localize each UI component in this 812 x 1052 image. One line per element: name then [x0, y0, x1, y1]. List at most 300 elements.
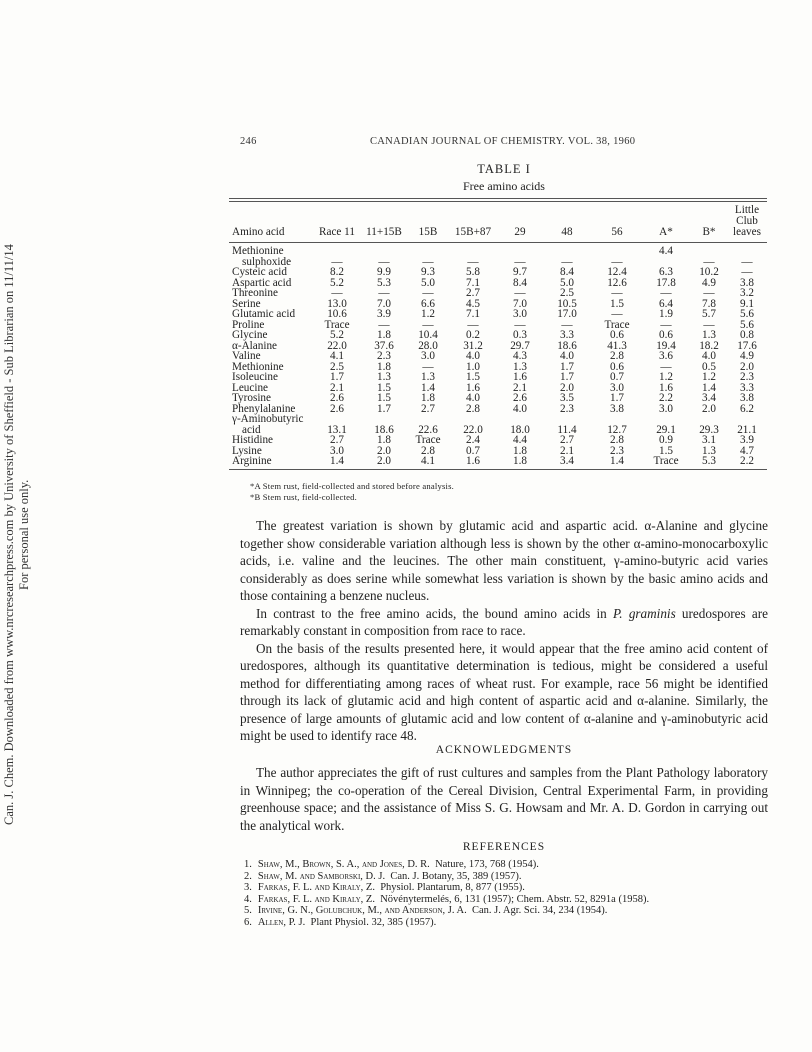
table-cell: [642, 414, 690, 425]
amino-acid-name: Tyrosine: [232, 392, 271, 404]
table-cell: 6.3: [659, 266, 673, 278]
table-cell: 10.4: [418, 329, 438, 341]
amino-acid-name: Phenylalanine: [232, 402, 296, 415]
table-cell: 1.2: [421, 308, 435, 320]
table-cell: 0.6: [610, 360, 624, 373]
table-cell: 3.2: [740, 287, 754, 299]
reference-authors: Allen, P. J.: [257, 916, 306, 928]
table-cell: 1.8: [513, 444, 527, 457]
table-cell: [690, 246, 728, 257]
paragraph-bound-amino-acids: [240, 605, 768, 640]
table-cell: —: [331, 255, 343, 268]
table-cell: [448, 246, 498, 257]
table-cell: 18.0: [510, 423, 530, 436]
table-cell: 3.3: [560, 329, 574, 341]
table-cell: 0.9: [659, 434, 673, 446]
table-cell: 17.8: [656, 276, 676, 289]
amino-acid-name: Arginine: [232, 455, 272, 467]
table-cell: [314, 414, 360, 425]
table-cell: 5.6: [740, 318, 754, 331]
table-cell: 4.9: [740, 350, 754, 362]
amino-acid-name: Proline: [232, 318, 265, 331]
table-cell: 1.4: [610, 455, 624, 467]
table-top-rule-2: [229, 201, 767, 202]
table-cell: 2.7: [330, 434, 344, 446]
table-cell: Trace: [653, 455, 679, 467]
reference-source: Can. J. Agr. Sci. 34, 234 (1954).: [466, 905, 608, 917]
table-row: [230, 362, 766, 373]
table-cell: 3.0: [610, 381, 624, 394]
table-cell: [592, 246, 642, 257]
table-cell: 4.1: [330, 350, 344, 362]
table-cell: 4.9: [702, 276, 716, 289]
reference-authors: Shaw, M., Brown, S. A., and Jones, D. R.: [257, 859, 430, 870]
table-row: [230, 299, 766, 310]
table-cell: Trace: [324, 318, 350, 331]
table-cell: 0.3: [513, 329, 527, 341]
table-cell: 1.8: [377, 360, 391, 373]
species-name: P. graminis: [612, 605, 676, 621]
table-cell: 4.7: [740, 444, 754, 457]
table-cell: 4.4: [513, 434, 527, 446]
journal-title: CANADIAN JOURNAL OF CHEMISTRY. VOL. 38, 1960: [370, 136, 636, 147]
table-cell: 4.0: [560, 350, 574, 362]
table-cell: —: [514, 318, 526, 331]
table-cell: 1.3: [377, 371, 391, 383]
table-cell: —: [378, 287, 390, 299]
table-cell: 5.0: [560, 276, 574, 289]
table-cell: 6.4: [659, 297, 673, 310]
table-cell: 1.2: [659, 371, 673, 383]
footnote-b: *B Stem rust, field-collected.: [250, 492, 357, 502]
table-cell: [592, 414, 642, 425]
table-cell: 10.6: [327, 308, 347, 320]
table-cell: —: [611, 255, 623, 268]
amino-acid-name: Leucine: [232, 381, 269, 394]
watermark-line-1: Can. J. Chem. Downloaded from www.nrcresearchpress.com by University of Sheffield - Sub Librarian on 11/11/14: [2, 244, 16, 826]
table-cell: 1.8: [377, 329, 391, 341]
table-cell: 1.8: [513, 455, 527, 467]
table-row: [230, 246, 766, 257]
table-cell: —: [741, 255, 753, 268]
table-cell: 2.5: [560, 287, 574, 299]
table-cell: [498, 414, 542, 425]
table-cell: 1.6: [466, 455, 480, 467]
table-cell: 37.6: [374, 339, 394, 352]
column-header: 29: [514, 226, 526, 238]
reference-number: 6.: [244, 916, 252, 928]
table-cell: [360, 246, 408, 257]
table-row: [230, 288, 766, 299]
table-title: TABLE I: [477, 162, 531, 176]
table-cell: 0.7: [610, 371, 624, 383]
table-cell: 3.3: [740, 381, 754, 394]
table-cell: 2.0: [560, 381, 574, 394]
table-cell: 1.4: [330, 455, 344, 467]
reference-item: [244, 871, 649, 883]
table-top-rule: [229, 198, 767, 199]
reference-authors: Farkas, F. L. and Kiraly, Z.: [257, 882, 375, 894]
paragraph-bound-text-a: In contrast to the free amino acids, the bound amino acids in: [256, 605, 613, 621]
reference-number: 1.: [244, 859, 252, 870]
table-cell: 28.0: [418, 339, 438, 352]
table-cell: [542, 246, 592, 257]
table-cell: —: [741, 266, 753, 278]
table-cell: 18.2: [699, 339, 719, 352]
table-row: [230, 278, 766, 289]
column-header: 15B+87: [454, 226, 492, 238]
table-cell: [728, 246, 766, 257]
table-cell: 1.5: [659, 444, 673, 457]
table-cell: 4.0: [466, 392, 480, 404]
results-discussion: [240, 517, 768, 745]
table-cell: Trace: [604, 318, 630, 331]
table-row: [230, 309, 766, 320]
table-cell: 17.6: [737, 339, 757, 352]
table-cell: 2.4: [466, 434, 480, 446]
table-cell: 3.0: [659, 402, 673, 415]
references-list: [244, 859, 649, 929]
table-cell: 11.4: [557, 423, 577, 436]
table-cell: 2.7: [421, 402, 435, 415]
table-cell: 3.9: [740, 434, 754, 446]
table-cell: 2.3: [740, 371, 754, 383]
table-cell: 22.0: [327, 339, 347, 352]
amino-acid-name: Aspartic acid: [232, 276, 292, 289]
amino-acid-name: acid: [242, 423, 261, 436]
table-cell: 1.3: [513, 360, 527, 373]
table-row: [230, 414, 766, 425]
table-cell: 9.1: [740, 297, 754, 310]
table-cell: [728, 414, 766, 425]
table-cell: [408, 414, 448, 425]
amino-acid-name: Methionine: [232, 360, 284, 373]
table-cell: 18.6: [557, 339, 577, 352]
amino-acid-name: Cysteic acid: [232, 266, 287, 278]
table-cell: 4.5: [466, 297, 480, 310]
table-cell: 2.3: [560, 402, 574, 415]
amino-acid-name: Threonine: [232, 287, 278, 299]
table-cell: 12.6: [607, 276, 627, 289]
reference-item: [244, 859, 649, 871]
table-row: [230, 393, 766, 404]
table-cell: 1.5: [466, 371, 480, 383]
watermark-line-2: For personal use only.: [17, 479, 31, 591]
table-cell: 2.7: [560, 434, 574, 446]
table-row: [230, 446, 766, 457]
table-cell: —: [703, 318, 715, 331]
reference-authors: Farkas, F. L. and Kiraly, Z.: [257, 893, 375, 905]
table-cell: 8.4: [560, 266, 574, 278]
table-cell: 2.1: [560, 444, 574, 457]
table-cell: 1.8: [421, 392, 435, 404]
table-cell: 4.1: [421, 455, 435, 467]
table-cell: 3.0: [513, 308, 527, 320]
table-row: [230, 351, 766, 362]
table-cell: 1.9: [659, 308, 673, 320]
table-cell: 0.8: [740, 329, 754, 341]
table-cell: 2.5: [330, 360, 344, 373]
table-cell: 13.0: [327, 297, 347, 310]
table-cell: 3.1: [702, 434, 716, 446]
table-cell: 4.0: [466, 350, 480, 362]
table-cell: —: [514, 255, 526, 268]
paragraph-bound-text-b: uredospores are remarkably constant in composition from race to race.: [240, 605, 768, 638]
table-cell: 0.2: [466, 329, 480, 341]
table-cell: 3.4: [702, 392, 716, 404]
table-cell: 7.8: [702, 297, 716, 310]
page-number: 246: [240, 136, 257, 147]
reference-number: 2.: [244, 870, 252, 882]
table-cell: 1.2: [702, 371, 716, 383]
reference-source: Nature, 173, 768 (1954).: [429, 859, 539, 870]
table-cell: —: [660, 287, 672, 299]
table-cell: 5.2: [330, 329, 344, 341]
table-cell: 2.6: [513, 392, 527, 404]
reference-authors: Irvine, G. N., Golubchuk, M., and Anderson, J. A.: [257, 905, 467, 917]
table-cell: 22.0: [463, 423, 483, 436]
table-cell: 29.7: [510, 339, 530, 352]
table-cell: 5.3: [702, 455, 716, 467]
table-cell: 1.6: [513, 371, 527, 383]
table-cell: [408, 246, 448, 257]
amino-acid-name: Glutamic acid: [232, 308, 296, 320]
table-row: [230, 425, 766, 436]
table-footnotes: [250, 481, 454, 503]
table-cell: 1.4: [421, 381, 435, 394]
amino-acid-name: Lysine: [232, 444, 262, 457]
table-row: [230, 383, 766, 394]
table-cell: 9.7: [513, 266, 527, 278]
column-header: Race 11: [319, 226, 355, 238]
amino-acid-name: sulphoxide: [242, 255, 292, 268]
table-cell: 7.1: [466, 308, 480, 320]
table-cell: 5.7: [702, 308, 716, 320]
table-cell: 1.5: [377, 392, 391, 404]
table-cell: 18.6: [374, 423, 394, 436]
acknowledgments-text: The author appreciates the gift of rust cultures and samples from the Plant Pathology laboratory in Winnipeg; the co-operation of the Cereal Division, Central Experimental Farm, in providing greenhouse space; and the assistance of Miss S. G. Howsam and Mr. A. D. Gordon in carrying out the analytical work.: [240, 765, 768, 833]
table-row: [230, 330, 766, 341]
table-cell: 6.2: [740, 402, 754, 415]
table-cell: —: [660, 360, 672, 373]
table-cell: —: [561, 255, 573, 268]
table-row: [230, 341, 766, 352]
table-cell: —: [331, 287, 343, 299]
table-cell: [498, 246, 542, 257]
table-cell: 9.3: [421, 266, 435, 278]
amino-acid-name: γ-Aminobutyric: [232, 413, 304, 425]
table-cell: —: [378, 318, 390, 331]
table-cell: 3.8: [740, 276, 754, 289]
table-cell: 1.3: [421, 371, 435, 383]
column-header: 11+15B: [366, 226, 402, 238]
table-cell: —: [561, 318, 573, 331]
table-cell: 3.9: [377, 308, 391, 320]
column-header: 48: [561, 226, 573, 238]
table-cell: 31.2: [463, 339, 483, 352]
table-cell: 2.0: [740, 360, 754, 373]
table-subtitle: Free amino acids: [463, 179, 545, 193]
table-cell: 2.8: [466, 402, 480, 415]
paragraph-variation: The greatest variation is shown by glutamic acid and aspartic acid. α-Alanine and glycine together show considerable variation although less is shown by the other α-amino-monocarboxylic acids, i.e. valine and the leucines. The other main constituent, γ-amino-butyric acid varies considerably as does serine while somewhat less variation is shown by the basic amino acids and those containing a benzene nucleus.: [240, 518, 768, 603]
amino-acid-name: Isoleucine: [232, 371, 278, 383]
amino-acid-name: Methionine: [232, 245, 284, 257]
download-watermark-text: [2, 110, 32, 960]
table-cell: —: [422, 255, 434, 268]
table-cell: 2.2: [740, 455, 754, 467]
table-cell: 17.0: [557, 308, 577, 320]
table-cell: 6.6: [421, 297, 435, 310]
table-cell: 19.4: [656, 339, 676, 352]
table-cell: 2.0: [377, 455, 391, 467]
table-cell: —: [422, 318, 434, 331]
table-cell: 4.4: [659, 245, 673, 257]
amino-acid-name: α-Alanine: [232, 339, 278, 352]
table-cell: 9.9: [377, 266, 391, 278]
reference-number: 4.: [244, 893, 252, 905]
table-cell: 4.3: [513, 350, 527, 362]
table-cell: 1.7: [560, 360, 574, 373]
table-cell: 10.5: [557, 297, 577, 310]
table-cell: 1.0: [466, 360, 480, 373]
table-cell: 1.8: [377, 434, 391, 446]
table-cell: —: [378, 255, 390, 268]
table-cell: 1.5: [377, 381, 391, 394]
table-cell: 2.6: [330, 402, 344, 415]
table-cell: 2.0: [702, 402, 716, 415]
column-header: B*: [702, 226, 716, 238]
table-cell: 2.1: [513, 381, 527, 394]
table-cell: 0.7: [466, 444, 480, 457]
table-cell: 22.6: [418, 423, 438, 436]
table-cell: 2.8: [610, 350, 624, 362]
table-cell: 2.3: [377, 350, 391, 362]
table-cell: 3.0: [421, 350, 435, 362]
table-cell: 5.8: [466, 266, 480, 278]
column-header: Little Club leaves: [733, 204, 761, 238]
reference-item: [244, 882, 649, 894]
table-cell: 29.3: [699, 423, 719, 436]
reference-authors: Shaw, M. and Samborski, D. J.: [257, 870, 386, 882]
table-cell: —: [611, 308, 623, 320]
table-cell: —: [703, 287, 715, 299]
table-cell: 2.6: [330, 392, 344, 404]
table-cell: 2.7: [466, 287, 480, 299]
table-cell: 1.7: [330, 371, 344, 383]
reference-number: 5.: [244, 905, 252, 917]
acknowledgments-section: [240, 764, 768, 834]
table-row: [230, 372, 766, 383]
table-cell: —: [467, 255, 479, 268]
table-cell: 1.3: [702, 329, 716, 341]
table-cell: 1.7: [560, 371, 574, 383]
table-row: [230, 267, 766, 278]
table-cell: 8.2: [330, 266, 344, 278]
table-body: [230, 242, 766, 467]
table-cell: 12.7: [607, 423, 627, 436]
acknowledgments-heading: ACKNOWLEDGMENTS: [435, 744, 573, 756]
table-cell: —: [467, 318, 479, 331]
table-cell: 2.8: [610, 434, 624, 446]
reference-source: Plant Physiol. 32, 385 (1957).: [305, 916, 437, 928]
reference-source: Physiol. Plantarum, 8, 877 (1955).: [374, 882, 525, 894]
table-cell: —: [422, 287, 434, 299]
column-header: 15B: [418, 226, 438, 238]
table-cell: 29.1: [656, 423, 676, 436]
table-cell: —: [611, 287, 623, 299]
amino-acid-name: Serine: [232, 297, 261, 310]
table-cell: 2.0: [377, 444, 391, 457]
table-bottom-rule: [229, 469, 767, 470]
download-watermark: [2, 110, 42, 960]
amino-acid-table: [230, 205, 766, 467]
reference-source: Can. J. Botany, 35, 389 (1957).: [385, 870, 522, 882]
column-header: 56: [611, 226, 623, 238]
table-row: [230, 404, 766, 415]
table-cell: 8.4: [513, 276, 527, 289]
table-cell: 1.6: [466, 381, 480, 394]
paragraph-conclusion: On the basis of the results presented here, it would appear that the free amino acid content of uredospores, although its quantitative determination is tedious, might be considered a useful method for differentiating among races of wheat rust. For example, race 56 might be identified through its lack of glutamic acid and high content of aspartic acid and α-alanine. Similarly, the presence of large amounts of glutamic acid and low content of α-alanine and γ-aminobutyric acid might be used to identify race 48.: [240, 640, 768, 743]
table-cell: 1.7: [377, 402, 391, 415]
table-cell: —: [660, 318, 672, 331]
table-cell: —: [422, 360, 434, 373]
table-cell: 3.4: [560, 455, 574, 467]
table-cell: —: [703, 255, 715, 268]
running-header: [240, 136, 768, 152]
table-row: [230, 456, 766, 467]
table-cell: 12.4: [607, 266, 627, 278]
table-row: [230, 257, 766, 268]
table-cell: 41.3: [607, 339, 627, 352]
reference-number: 3.: [244, 882, 252, 894]
table-cell: 5.6: [740, 308, 754, 320]
table-cell: [448, 414, 498, 425]
table-cell: 7.1: [466, 276, 480, 289]
table-cell: 10.2: [699, 266, 719, 278]
table-cell: —: [514, 287, 526, 299]
table-cell: 4.0: [513, 402, 527, 415]
footnote-a: *A Stem rust, field-collected and stored before analysis.: [250, 481, 454, 491]
table-cell: 1.4: [702, 381, 716, 394]
table-cell: 3.0: [330, 444, 344, 457]
table-cell: 0.6: [610, 329, 624, 341]
column-header: Amino acid: [232, 226, 285, 238]
table-cell: 0.5: [702, 360, 716, 373]
table-cell: 13.1: [327, 423, 347, 436]
table-header-row: [230, 205, 766, 242]
table-cell: 1.7: [610, 392, 624, 404]
table-cell: 3.8: [740, 392, 754, 404]
table-cell: 5.0: [421, 276, 435, 289]
reference-source: Növénytermelés, 6, 131 (1957); Chem. Abstr. 52, 8291a (1958).: [374, 893, 650, 905]
table-cell: 21.1: [737, 423, 757, 436]
table-cell: 2.3: [610, 444, 624, 457]
reference-item: [244, 894, 649, 906]
table-cell: 2.1: [330, 381, 344, 394]
reference-item: [244, 917, 649, 929]
table-cell: 3.8: [610, 402, 624, 415]
amino-acid-name: Histidine: [232, 434, 274, 446]
table-cell: 3.5: [560, 392, 574, 404]
table-cell: [314, 246, 360, 257]
table-cell: 5.2: [330, 276, 344, 289]
table-cell: 2.8: [421, 444, 435, 457]
table-cell: 1.3: [702, 444, 716, 457]
amino-acid-name: Valine: [232, 350, 261, 362]
table-row: [230, 435, 766, 446]
table-cell: 1.5: [610, 297, 624, 310]
table-cell: 7.0: [377, 297, 391, 310]
